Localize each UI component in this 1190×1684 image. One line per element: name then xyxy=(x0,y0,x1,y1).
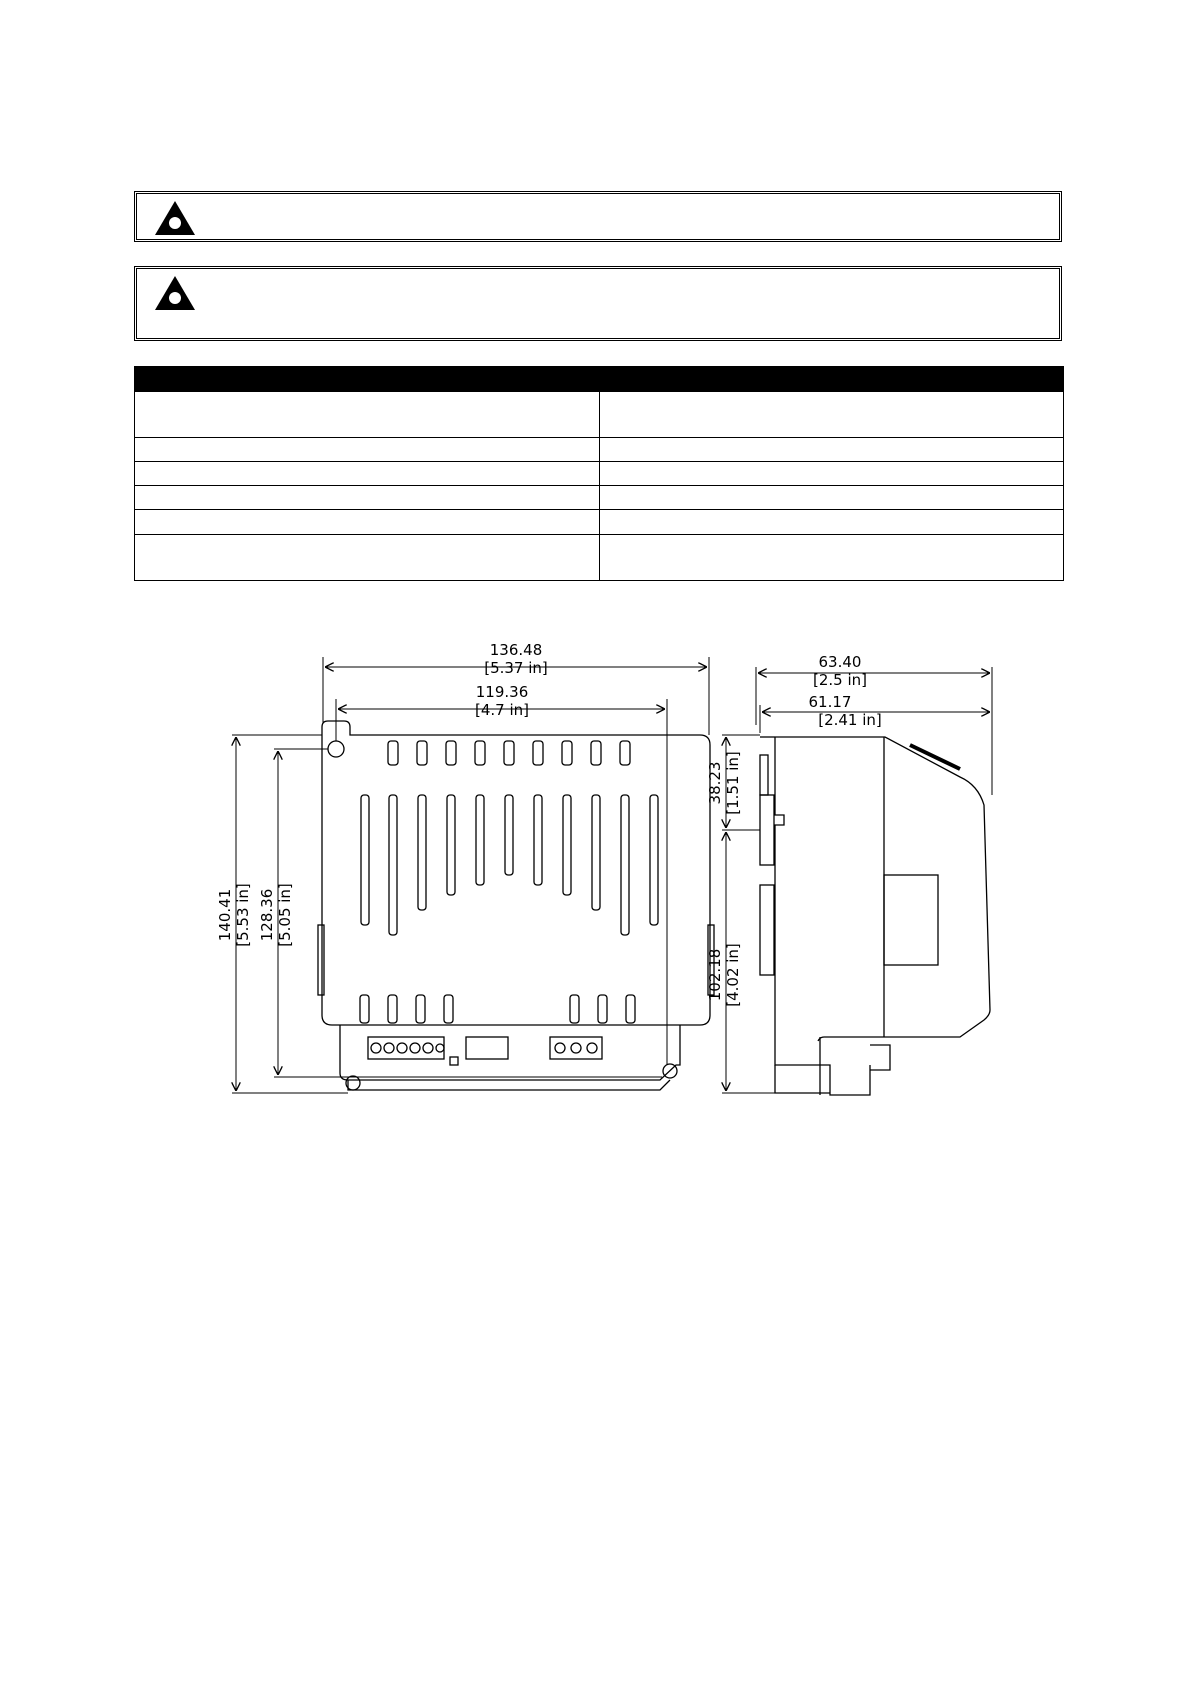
table-header-cell xyxy=(599,367,1064,392)
table-row xyxy=(135,437,1064,461)
dim-height-mount-in: [5.05 in] xyxy=(276,883,294,947)
table-cell xyxy=(135,461,600,485)
terminal-block-right xyxy=(550,1037,602,1059)
table-row xyxy=(135,486,1064,510)
dim-depth-body: 61.17 xyxy=(808,693,852,711)
side-view xyxy=(760,737,990,1095)
warning-triangle-icon xyxy=(153,199,197,237)
dim-rail-to-bottom: 102.18 xyxy=(706,948,724,1002)
table-cell xyxy=(599,510,1064,534)
table-header-cell xyxy=(135,367,600,392)
table-cell xyxy=(599,486,1064,510)
connector xyxy=(450,1057,458,1065)
dim-width-mount: 119.36 xyxy=(475,683,529,701)
dim-rail-to-bottom-in: [4.02 in] xyxy=(724,943,742,1007)
front-dimensions xyxy=(232,657,709,1093)
vent-slots-top xyxy=(388,741,630,765)
terminal-block-left xyxy=(368,1037,444,1059)
dim-height-overall-in: [5.53 in] xyxy=(234,883,252,947)
dim-depth-overall: 63.40 xyxy=(818,653,862,671)
table-cell xyxy=(599,461,1064,485)
specification-table xyxy=(134,366,1064,581)
table-cell xyxy=(135,392,600,437)
table-row xyxy=(135,461,1064,485)
dim-height-mount: 128.36 xyxy=(258,888,276,942)
table-row xyxy=(135,392,1064,437)
dim-depth-body-in: [2.41 in] xyxy=(818,711,882,729)
dim-width-mount-in: [4.7 in] xyxy=(474,701,530,719)
product-label xyxy=(466,1037,508,1059)
warning-box xyxy=(134,191,1062,242)
front-view xyxy=(318,717,714,1090)
dimension-drawing xyxy=(216,640,1020,1140)
dim-width-overall-in: [5.37 in] xyxy=(484,659,548,677)
table-header-row xyxy=(135,367,1064,392)
table-row xyxy=(135,510,1064,534)
warning-triangle-icon xyxy=(153,274,197,312)
table-row xyxy=(135,534,1064,580)
table-cell xyxy=(135,486,600,510)
table-cell xyxy=(599,437,1064,461)
dim-depth-overall-in: [2.5 in] xyxy=(812,671,868,689)
side-dimensions xyxy=(722,667,992,1093)
table-cell xyxy=(135,510,600,534)
table-cell xyxy=(599,392,1064,437)
dim-width-overall: 136.48 xyxy=(489,641,543,659)
dim-rail-offset: 38.23 xyxy=(706,761,724,805)
table-cell xyxy=(135,534,600,580)
vent-slots-bottom xyxy=(360,995,635,1023)
dim-height-overall: 140.41 xyxy=(216,888,234,942)
table-cell xyxy=(135,437,600,461)
vent-slots-long xyxy=(361,795,658,935)
table-cell xyxy=(599,534,1064,580)
warning-box xyxy=(134,266,1062,341)
dim-rail-offset-in: [1.51 in] xyxy=(724,751,742,815)
